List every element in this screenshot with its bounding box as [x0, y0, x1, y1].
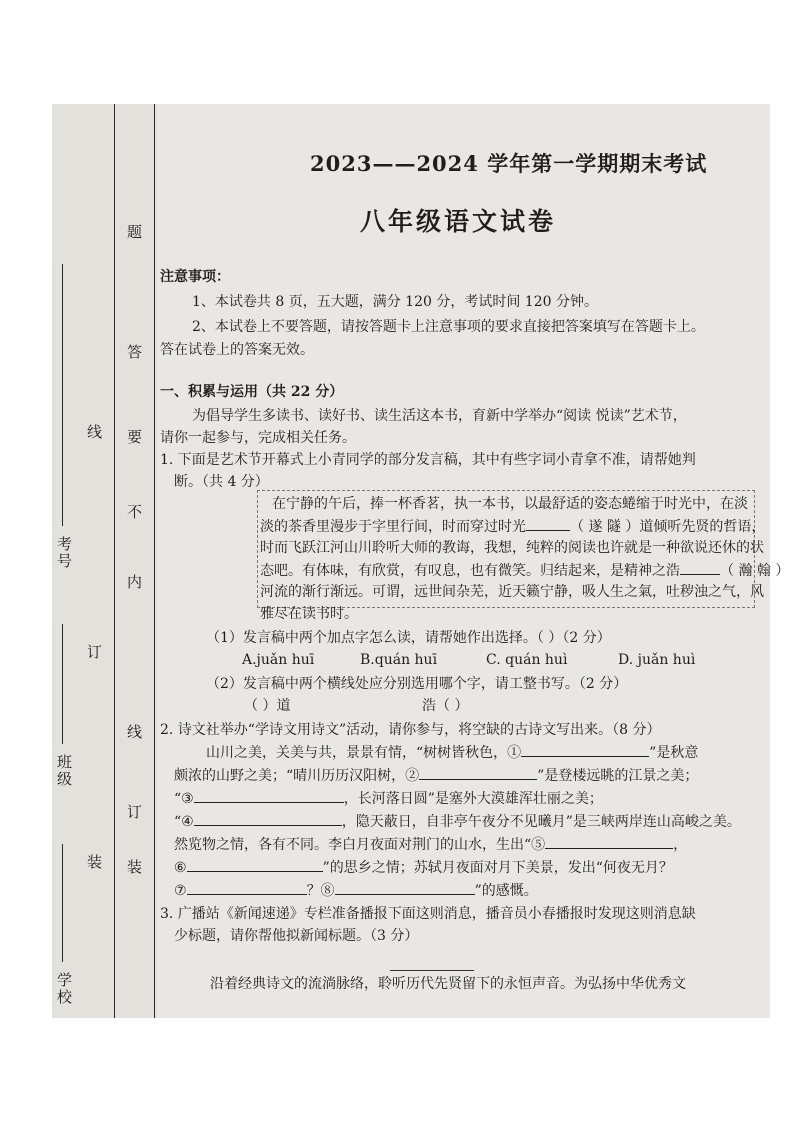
- q2-line: ⑦ ？⑧ ”的感慨。: [174, 880, 538, 901]
- q1-passage-line: 态吧。有体味，有欣赏，有叹息，也有微笑。归结起来，是精神之浩 （ 瀚 翰 ）: [260, 560, 789, 581]
- seal-text-nei: 内: [125, 574, 143, 591]
- seal-text-xian-left: 线: [85, 424, 103, 441]
- section1-intro: 请你一起参与，完成相关任务。: [160, 430, 356, 446]
- exam-no-field: [62, 264, 63, 526]
- q2-line: 颇浓的山野之美；“晴川历历汉阳树，② ”是登楼远眺的江景之美；: [174, 765, 698, 786]
- section1-intro: 为倡导学生多读书、读好书、读生活这本书，育新中学举办“阅读 悦读”艺术节，: [192, 408, 687, 424]
- q2-stem: 2. 诗文社举办“学诗文用诗文”活动，请你参与，将空缺的古诗文写出来。（8 分）: [160, 722, 661, 738]
- q2-line: 山川之美，关美与共，景景有情，“树树皆秋色，① ”是秋意: [206, 742, 698, 763]
- q1-option-d: D. juǎn huì: [618, 652, 696, 668]
- seal-text-zhuang: 装: [125, 859, 143, 876]
- q1-stem: 1. 下面是艺术节开幕式上小青同学的部分发言稿，其中有些字词小青拿不准，请帮她判: [160, 452, 696, 468]
- q1-passage-line: 雅尽在读书时。: [260, 606, 358, 622]
- q1-passage-line: 河流的渐行渐远。可谓，远世间杂芜，近天籁宁静，吸人生之氣，吐秽浊之气，风: [260, 584, 764, 600]
- q1-passage-line: 时而飞跃江河山川聆听大师的教诲，我想，纯粹的阅读也许就是一种欲说还休的状: [260, 540, 764, 556]
- q1-sub1: （1）发言稿中两个加点字怎么读，请帮她作出选择。（ ）（2 分）: [206, 630, 611, 646]
- q3-stem: 少标题，请你帮他拟新闻标题。（3 分）: [174, 928, 419, 944]
- exam-page-photo: [52, 104, 790, 1018]
- binding-margin: [52, 104, 157, 1018]
- school-field: [62, 844, 63, 962]
- school-label: 学校: [55, 972, 73, 1006]
- exam-no-label: 考号: [55, 536, 73, 570]
- margin-line-right: [154, 104, 155, 1018]
- notes-item: 2、本试卷上不要答题，请按答题卡上注意事项的要求直接把答案填写在答题卡上。: [192, 319, 705, 335]
- seal-text-ti: 题: [125, 224, 143, 241]
- seal-text-ding-left: 订: [85, 644, 103, 661]
- q1-option-c: C. quán huì: [486, 652, 568, 668]
- q1-option-b: B.quán huī: [360, 652, 438, 668]
- notes-heading: 注意事项：: [160, 269, 230, 285]
- seal-text-bu: 不: [125, 504, 143, 521]
- q1-answer-blank-1: （ ）道: [244, 698, 291, 714]
- seal-text-zhuang-left: 装: [85, 854, 103, 871]
- q2-line: “③ ，长河落日圆”是塞外大漠雄浑壮丽之美；: [174, 788, 603, 809]
- seal-text-da: 答: [125, 344, 143, 361]
- q1-passage-line: 淡的茶香里漫步于字里行间，时而穿过时光 （ 遂 隧 ）道倾听先贤的哲语，: [260, 516, 765, 537]
- margin-line-left: [114, 104, 115, 1018]
- headline-blank: [390, 970, 474, 971]
- q3-news-text: 沿着经典诗文的流淌脉络，聆听历代先贤留下的永恒声音。为弘扬中华优秀文: [210, 976, 686, 992]
- q1-option-a: A.juǎn huī: [242, 652, 315, 668]
- q3-stem: 3. 广播站《新闻速递》专栏准备播报下面这则消息，播音员小春播报时发现这则消息缺: [160, 906, 696, 922]
- notes-item: 1、本试卷共 8 页，五大题，满分 120 分，考试时间 120 分钟。: [192, 294, 598, 310]
- seal-text-ding: 订: [125, 804, 143, 821]
- class-label: 班级: [55, 754, 73, 788]
- class-field: [62, 624, 63, 744]
- q1-passage-line: 在宁静的午后，捧一杯香茗，执一本书，以最舒适的姿态蜷缩于时光中，在淡: [272, 496, 748, 512]
- seal-text-xian: 线: [125, 724, 143, 741]
- exam-content: [160, 104, 790, 1018]
- seal-text-yao: 要: [125, 429, 143, 446]
- q1-answer-blank-2: 浩（ ）: [422, 698, 469, 714]
- section1-heading: 一、积累与运用（共 22 分）: [160, 384, 344, 400]
- q1-stem: 断。（共 4 分）: [174, 474, 269, 490]
- exam-title: 2023——2024 学年第一学期期末考试: [310, 151, 708, 176]
- q1-sub2: （2）发言稿中两个横线处应分别选用哪个字，请工整书写。（2 分）: [206, 676, 628, 692]
- q2-line: “④ ，隐天蔽日，自非亭午夜分不见曦月”是三峡两岸连山高峻之美。: [174, 811, 741, 832]
- q2-line: ⑥ ”的思乡之情；苏轼月夜面对月下美景，发出“何夜无月？: [174, 857, 673, 878]
- paper-title: 八年级语文试卷: [360, 207, 557, 236]
- notes-item: 答在试卷上的答案无效。: [160, 342, 314, 358]
- q2-line: 然览物之情，各有不同。李白月夜面对荆门的山水，生出“⑤ ，: [174, 834, 687, 855]
